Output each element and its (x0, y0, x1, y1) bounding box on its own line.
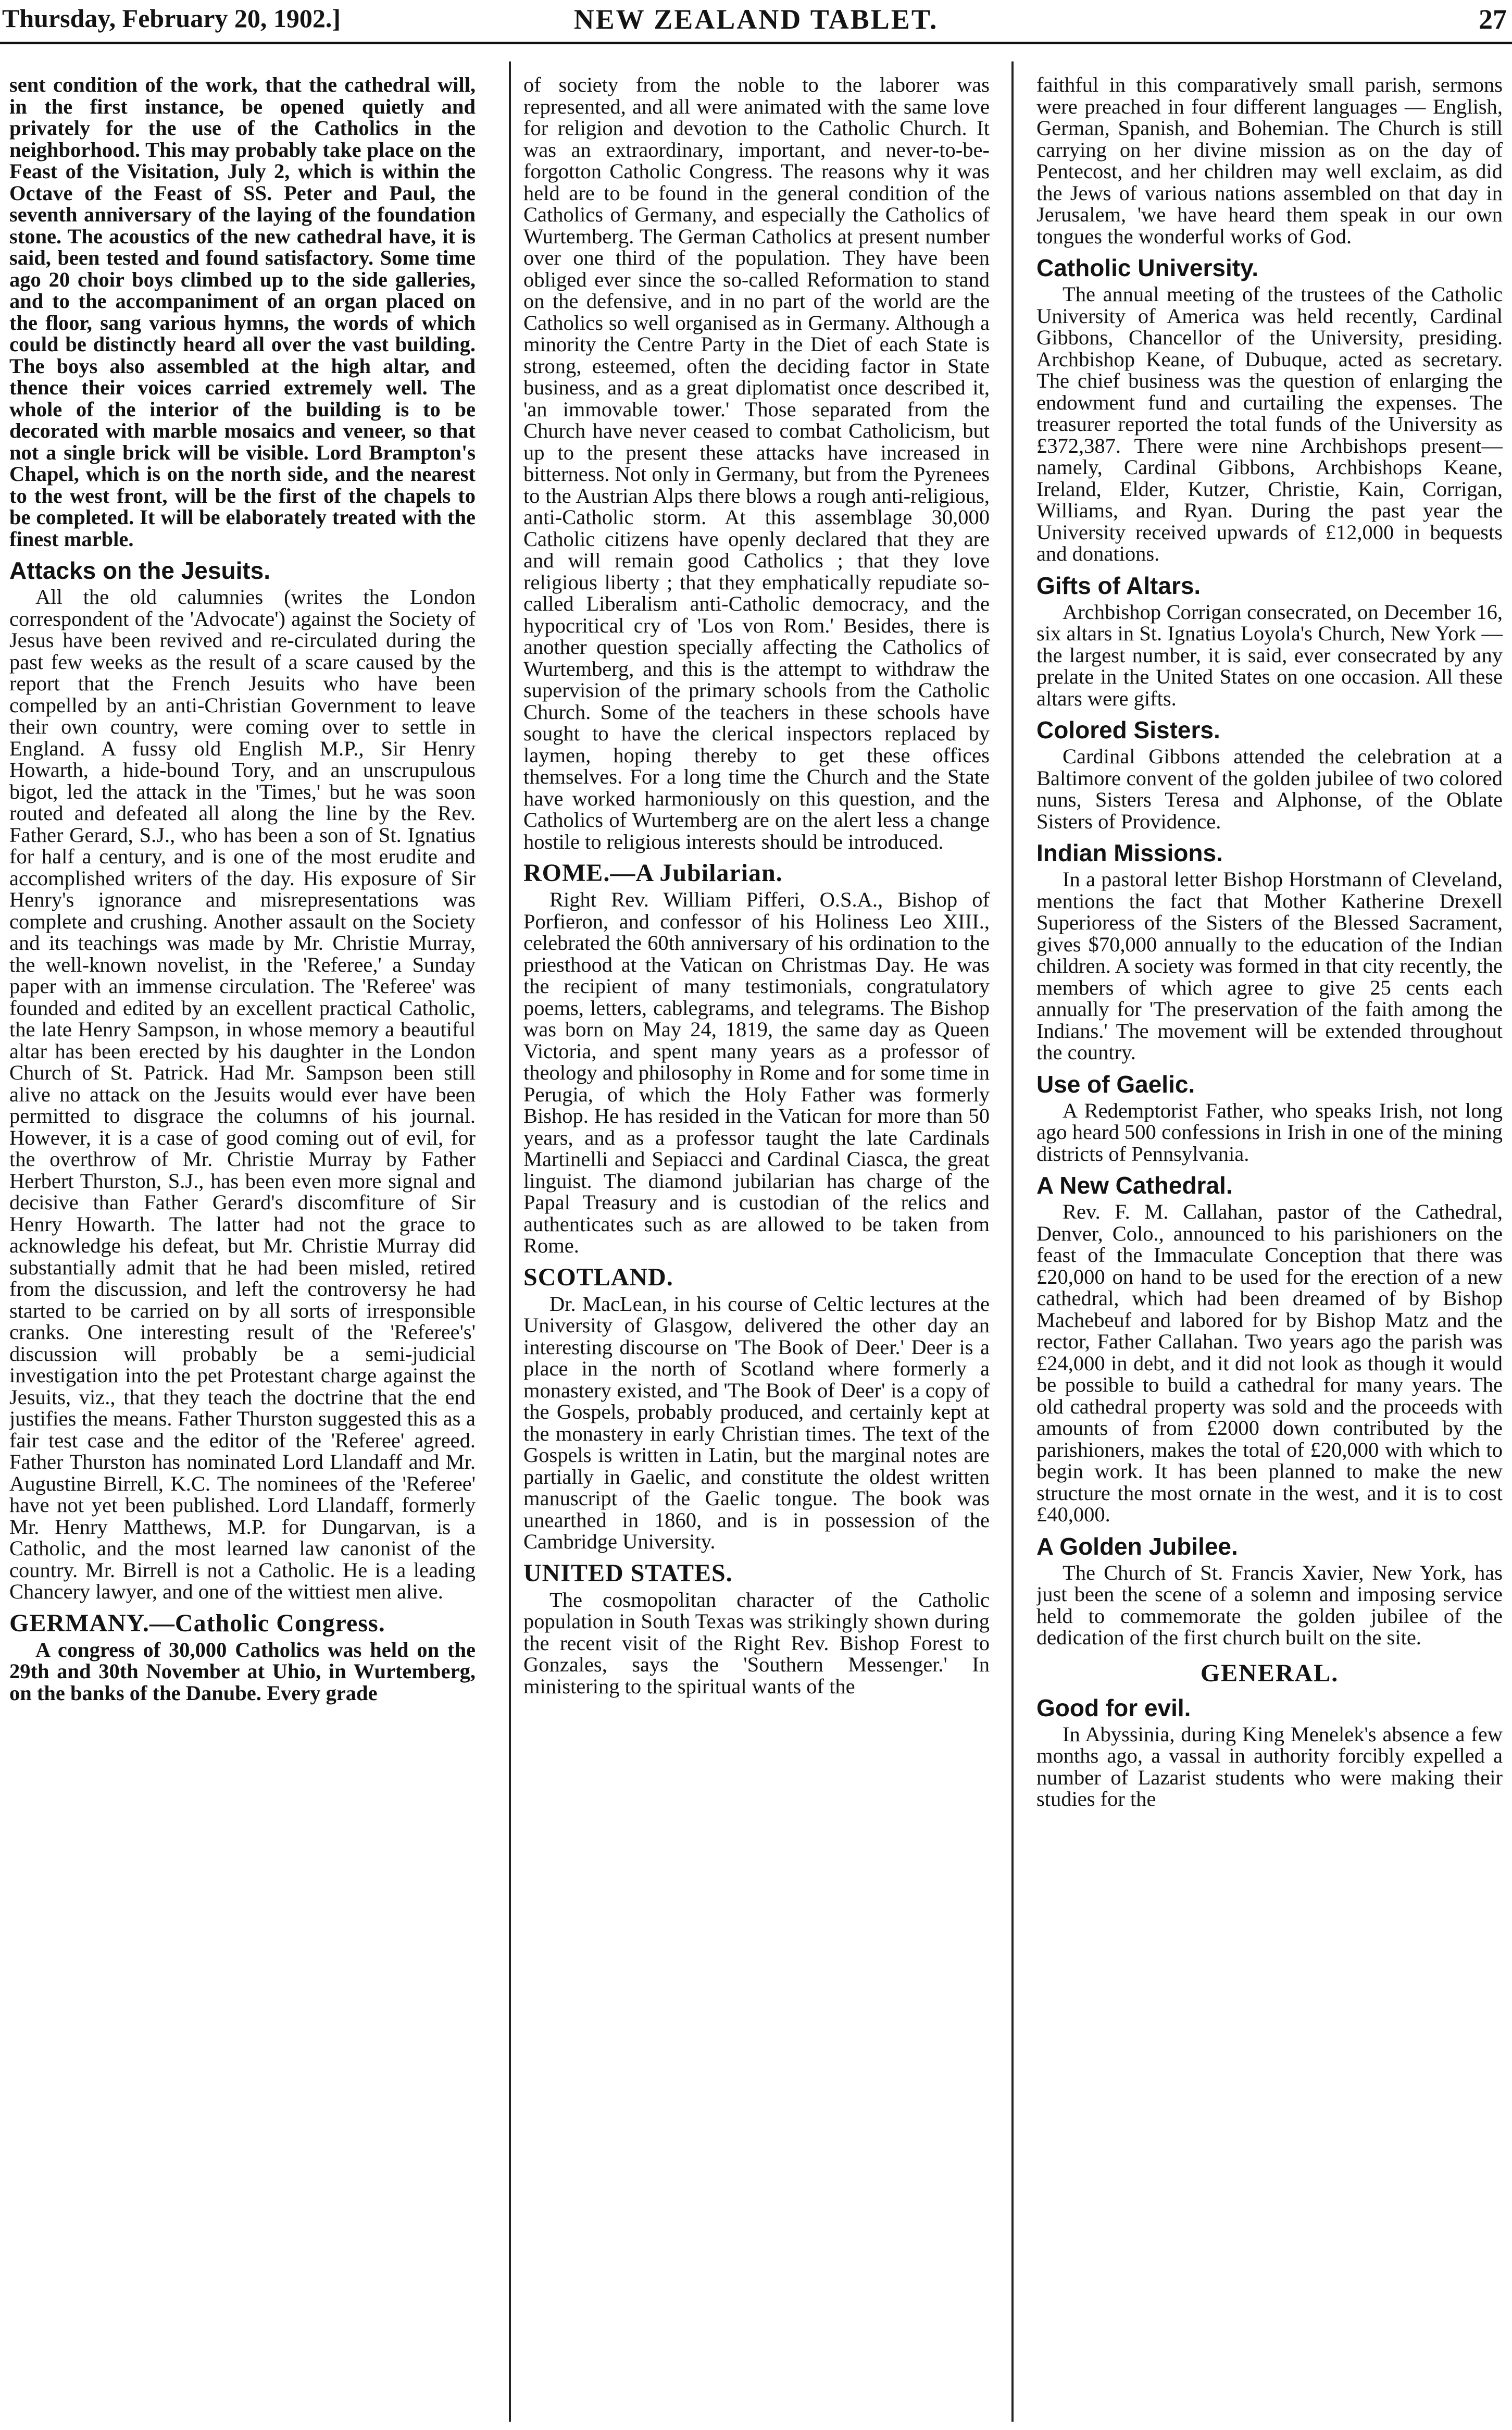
page-number: 27 (1479, 4, 1507, 35)
scotland-article: Dr. MacLean, in his course of Celtic lectures at the University of Glasgow, delivered the other day an interesting discourse on 'The Book of Deer.' Deer is a place in the north of Scotland where formerly a monastery existed, and 'The Book of Deer' is a copy of the Gospels, probably produced, and certainly kept at the monastery in early Christian times. The text of the Gospels is written in Latin, but the marginal notes are partially in Gaelic, and constitute the oldest written manuscript of the Gaelic tongue. The book was unearthed in 1860, and is in possession of the Cambridge University. (523, 1292, 990, 1553)
gifts-of-altars-article: Archbishop Corrigan consecrated, on December 16, six altars in St. Ignatius Loyola's Church, New York —the largest number, it is said, ever consecrated by any prelate in the United States on one occasion. All these altars were gifts. (1036, 600, 1503, 710)
heading-germany: GERMANY.—Catholic Congress. (9, 1609, 385, 1637)
colored-sisters-article: Cardinal Gibbons attended the celebration at a Baltimore convent of the golden jubilee of two colored nuns, Sisters Teresa and Alphonse, of the Oblate Sisters of Providence. (1036, 745, 1503, 833)
heading-good-for-evil: Good for evil. (1036, 1694, 1191, 1721)
newspaper-title: NEW ZEALAND TABLET. (573, 4, 939, 35)
heading-use-of-gaelic: Use of Gaelic. (1036, 1070, 1195, 1098)
header-rule (0, 42, 1512, 44)
jesuits-article: All the old calumnies (writes the London correspondent of the 'Advocate') against the Society of Jesus have been revived and re-circulated during the past few weeks as the result of a scare caused by the report that the French Jesuits who have been compelled by an anti-Christian Government to leave their own country, were coming over to settle in England. A fussy old English M.P., Sir Henry Howarth, a hide-bound Tory, and an unscrupulous bigot, led the attack in the 'Times,' but he was soon routed and defeated all along the line by the Rev. Father Gerard, S.J., who has been a son of St. Ignatius for half a century, and is one of the most erudite and accomplished writers of the day. His exposure of Sir Henry's ignorance and misrepresentations was complete and crushing. Another assault on the Society and its teachings was made by Mr. Christie Murray, the well-known novelist, in the 'Referee,' a Sunday paper with an immense circulation. The 'Referee' was founded and edited by an excellent practical Catholic, the late Henry Sampson, in whose memory a beautiful altar has been erected by his daughter in the London Church of St. Patrick. Had Mr. Sampson been still alive no attack on the Jesuits would ever have been permitted to disgrace the columns of his journal. However, it is a case of good coming out of evil, for the overthrow of Mr. Christie Murray by Father Herbert Thurston, S.J., has been even more signal and decisive than Father Gerard's discomfiture of Sir Henry Howarth. The latter had not the grace to acknowledge his defeat, but Mr. Christie Murray did substantially admit that he had been misled, retired from the discussion, and left the controversy he had started to be carried on by all sorts of irresponsible cranks. One interesting result of the 'Referee's' discussion will probably be a semi-judicial investigation into the pet Protestant charge against the Jesuits, viz., that they teach the doctrine that the end justifies the means. Father Thurston suggested this as a fair test case and the editor of the 'Referee' agreed. Father Thurston has nominated Lord Llandaff and Mr. Augustine Birrell, K.C. The nominees of the 'Referee' have not yet been published. Lord Llandaff, formerly Mr. Henry Matthews, M.P. for Dungarvan, is a Catholic, and the most learned law canonist of the country. Mr. Birrell is not a Catholic. He is a leading Chancery lawyer, and one of the wittiest men alive. (9, 585, 476, 1603)
use-of-gaelic-article: A Redemptorist Father, who speaks Irish, not long ago heard 500 confessions in Irish in one of the mining districts of Pennsylvania. (1036, 1098, 1503, 1166)
column-2 (523, 74, 990, 2423)
heading-new-cathedral: A New Cathedral. (1036, 1172, 1233, 1199)
heading-general: GENERAL. (1200, 1659, 1339, 1687)
issue-date: Thursday, February 20, 1902.] (2, 4, 341, 33)
column-divider-2 (1011, 61, 1014, 2422)
rome-article: Right Rev. William Pifferi, O.S.A., Bishop of Porfieron, and confessor of his Holiness Leo XIII., celebrated the 60th anniversary of his ordination to the priesthood at the Vatican on Christmas Day. He was the recipient of many testimonials, congratulatory poems, letters, cablegrams, and telegrams. The Bishop was born on May 24, 1819, the same day as Queen Victoria, and spent many years as a professor of theology and philosophy in Rome and for some time in Perugia, of which the Holy Father was formerly Bishop. He has resided in the Vatican for more than 50 years, and as a professor taught the late Cardinals Martinelli and Sepiacci and Cardinal Ciasca, the great linguist. The diamond jubilarian has charge of the Papal Treasury and is custodian of the relics and authenticates such as are allowed to be taken from Rome. (523, 888, 990, 1257)
heading-colored-sisters: Colored Sisters. (1036, 716, 1220, 743)
heading-golden-jubilee: A Golden Jubilee. (1036, 1532, 1238, 1560)
heading-attacks-on-jesuits: Attacks on the Jesuits. (9, 557, 271, 584)
catholic-university-article: The annual meeting of the trustees of the Catholic University of America was held recently, Cardinal Gibbons, Chancellor of the University, presiding. Archbishop Keane, of Dubuque, acted as secretary. The chief business was the question of enlarging the endowment fund and curtailing the expenses. The treasurer reported the total funds of the University as £372,387. There were nine Archbishops present—namely, Cardinal Gibbons, Archbishops Keane, Ireland, Elder, Kutzer, Christie, Kain, Corrigan, Williams, and Ryan. During the past year the University received upwards of £12,000 in bequests and donations. (1036, 282, 1503, 565)
united-states-article-continued: faithful in this comparatively small parish, sermons were preached in four different languages — English, German, Spanish, and Bohemian. The Church is still carrying on her divine mission as on the day of Pentecost, and her children may well exclaim, as did the Jews of various nations assembled on that day in Jerusalem, 'we have heard them speak in our own tongues the wonderful works of God. (1036, 74, 1503, 248)
heading-rome: ROME.—A Jubilarian. (523, 859, 783, 887)
germany-article-continued: of society from the noble to the laborer was represented, and all were animated with the same love for religion and devotion to the Catholic Church. It was an extraordinary, important, and never-to-be-forgotton Catholic Congress. The reasons why it was held are to be found in the general condition of the Catholics of Germany, and especially the Catholics of Wurtemberg. The German Catholics at present number over one third of the population. They have been obliged ever since the so-called Reformation to stand on the defensive, and in no part of the world are the Catholics so well organised as in Germany. Although a minority the Centre Party in the Diet of each State is strong, esteemed, often the deciding factor in State business, and as a great diplomatist once described it, 'an immovable tower.' Those separated from the Church have never ceased to combat Catholicism, but up to the present these attacks have increased in bitterness. Not only in Germany, but from the Pyrenees to the Austrian Alps there blows a rough anti-religious, anti-Catholic storm. At this assemblage 30,000 Catholic citizens have openly declared that they are and will remain good Catholics ; that they love religious liberty ; that they emphatically repudiate so-called Liberalism anti-Catholic democracy, and the hypocritical cry of 'Los von Rom.' Besides, there is another question specially affecting the Catholics of Wurtemberg, and this is the attempt to withdraw the supervision of the primary schools from the Catholic Church. Some of the teachers in these schools have sought to have the clerical inspectors replaced by laymen, hoping thereby to get these offices themselves. For a long time the Church and the State have worked harmoniously on this question, and the Catholics of Wurtemberg are on the alert less a change hostile to religious interests should be introduced. (523, 74, 990, 853)
masthead (0, 0, 1512, 61)
germany-article: A congress of 30,000 Catholics was held on the 29th and 30th November at Uhio, in Wurtemberg, on the banks of the Danube. Every grade (9, 1638, 476, 1705)
column-3 (1036, 74, 1503, 2423)
column-divider-1 (509, 61, 511, 2422)
heading-indian-missions: Indian Missions. (1036, 839, 1223, 866)
cathedral-continued-paragraph: sent condition of the work, that the cathedral will, in the first instance, be opened quietly and privately for the use of the Catholics in the neighborhood. This may probably take place on the Feast of the Visitation, July 2, which is within the Octave of the Feast of SS. Peter and Paul, the seventh anniversary of the laying of the foundation stone. The acoustics of the new cathedral have, it is said, been tested and found satisfactory. Some time ago 20 choir boys climbed up to the side galleries, and to the accompaniment of an organ placed on the floor, sang various hymns, the words of which could be distinctly heard all over the vast building. The boys also assembled at the high altar, and thence their voices carried extremely well. The whole of the interior of the building is to be decorated with marble mosaics and veneer, so that not a single brick will be visible. Lord Brampton's Chapel, which is on the north side, and the nearest to the west front, will be the first of the chapels to be completed. It will be elaborately treated with the finest marble. (9, 74, 476, 551)
heading-united-states: UNITED STATES. (523, 1559, 733, 1587)
column-1 (9, 74, 476, 2423)
good-for-evil-article: In Abyssinia, during King Menelek's absence a few months ago, a vassal in authority forcibly expelled a number of Lazarist students who were making their studies for the (1036, 1722, 1503, 1811)
golden-jubilee-article: The Church of St. Francis Xavier, New York, has just been the scene of a solemn and imposing service held to commemorate the golden jubilee of the dedication of the first church built on the site. (1036, 1560, 1503, 1649)
new-cathedral-article: Rev. F. M. Callahan, pastor of the Cathedral, Denver, Colo., announced to his parishioners on the feast of the Immaculate Conception that there was £20,000 on hand to be used for the erection of a new cathedral, which had been dreamed of by Bishop Machebeuf and labored for by Bishop Matz and the rector, Father Callahan. Two years ago the parish was £24,000 in debt, and it did not look as though it would be possible to build a cathedral for many years. The old cathedral property was sold and the proceeds with amounts of from £2000 down contributed by the parishioners, makes the total of £20,000 with which to begin work. It has been planned to make the new structure the most ornate in the west, and it is to cost £40,000. (1036, 1200, 1503, 1526)
heading-catholic-university: Catholic University. (1036, 254, 1259, 281)
united-states-article: The cosmopolitan character of the Catholic population in South Texas was strikingly shown during the recent visit of the Right Rev. Bishop Forest to Gonzales, says the 'Southern Messenger.' In ministering to the spiritual wants of the (523, 1588, 990, 1698)
heading-gifts-of-altars: Gifts of Altars. (1036, 572, 1201, 599)
indian-missions-article: In a pastoral letter Bishop Horstmann of Cleveland, mentions the fact that Mother Katherine Drexell Superioress of the Sisters of the Blessed Sacrament, gives $70,000 annually to the education of the Indian children. A society was formed in that city recently, the members of which agree to give 25 cents each annually for 'The preservation of the faith among the Indians.' The movement will be extended throughout the country. (1036, 867, 1503, 1064)
heading-scotland: SCOTLAND. (523, 1263, 673, 1291)
